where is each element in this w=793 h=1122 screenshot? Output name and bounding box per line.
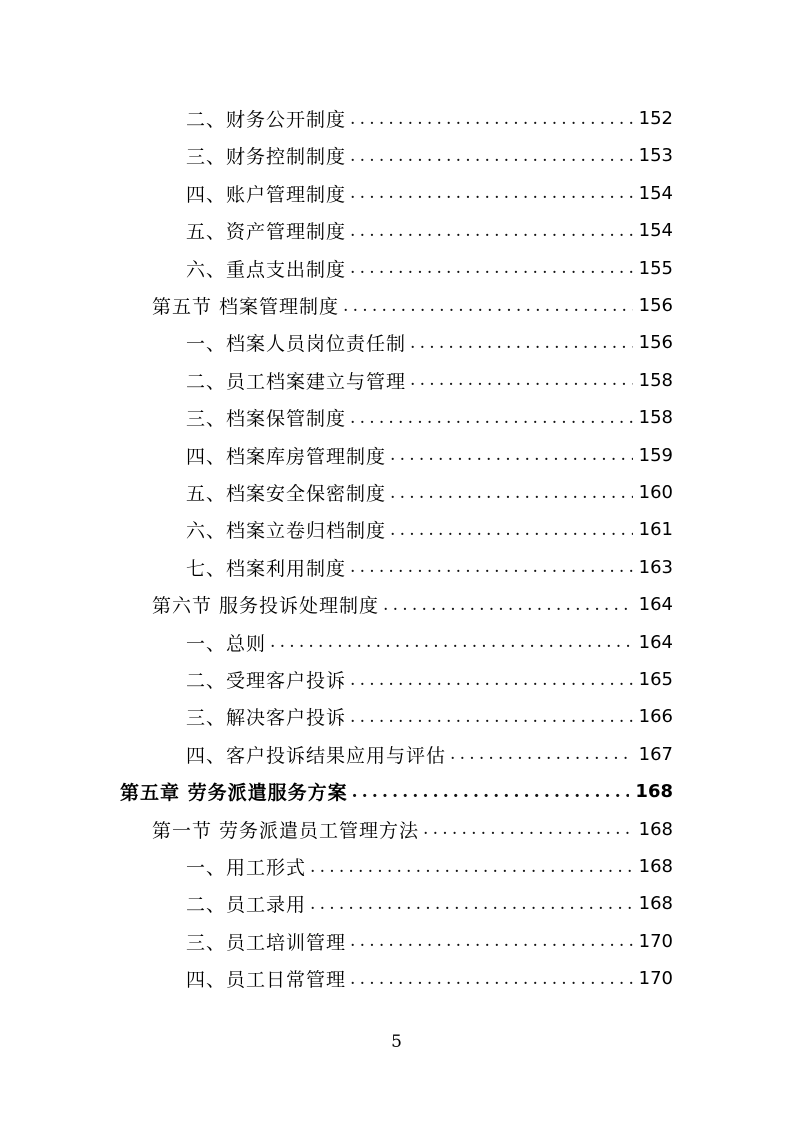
toc-leader-dots	[350, 408, 633, 428]
toc-leader-dots	[410, 333, 633, 353]
toc-leader-dots	[450, 744, 633, 764]
page-number: 5	[391, 1032, 402, 1052]
toc-entry-page: 164	[638, 594, 673, 616]
toc-entry-page: 167	[638, 743, 673, 765]
toc-leader-dots	[390, 483, 633, 503]
toc-entry-title: 一、用工形式	[186, 857, 307, 879]
toc-entry-title: 二、员工录用	[186, 894, 307, 917]
toc-entry[interactable]	[186, 698, 673, 735]
toc-entry[interactable]	[186, 885, 673, 922]
toc-entry[interactable]	[152, 287, 673, 324]
toc-leader-dots	[350, 931, 633, 951]
toc-entry-title: 第五节 档案管理制度	[152, 296, 340, 318]
toc-entry-page: 159	[638, 444, 673, 466]
toc-entry-title: 三、员工培训管理	[186, 931, 347, 954]
toc-entry-title: 三、解决客户投诉	[186, 707, 347, 730]
toc-entry-title: 一、档案人员岗位责任制	[186, 333, 407, 356]
toc-entry-page: 154	[638, 220, 673, 242]
toc-entry-title: 第五章 劳务派遣服务方案	[120, 782, 348, 805]
toc-entry-page: 155	[638, 257, 673, 279]
toc-entry[interactable]	[186, 848, 673, 885]
toc-leader-dots	[350, 183, 633, 203]
toc-entry-page: 170	[638, 930, 673, 952]
toc-leader-dots	[350, 146, 633, 166]
toc-entry-page: 158	[638, 369, 673, 391]
toc-leader-dots	[270, 632, 633, 652]
toc-leader-dots	[350, 109, 633, 129]
toc-entry-page: 158	[638, 407, 673, 429]
toc-entry-title: 四、员工日常管理	[186, 969, 347, 992]
toc-entry[interactable]	[186, 362, 673, 399]
toc-entry-page: 166	[638, 706, 673, 728]
toc-entry[interactable]	[186, 250, 673, 287]
toc-leader-dots	[350, 969, 633, 989]
toc-entry-title: 五、档案安全保密制度	[186, 483, 387, 505]
toc-entry[interactable]	[186, 399, 673, 436]
toc-leader-dots	[350, 557, 633, 577]
toc-entry-page: 168	[638, 818, 673, 840]
toc-entry-title: 五、资产管理制度	[186, 221, 347, 244]
toc-leader-dots	[423, 819, 633, 839]
toc-leader-dots	[350, 670, 633, 690]
toc-entry-page: 168	[638, 893, 673, 915]
toc-entry[interactable]	[152, 586, 673, 623]
toc-leader-dots	[390, 445, 633, 465]
toc-entry-page: 153	[638, 145, 673, 167]
toc-entry-title: 七、档案利用制度	[186, 557, 347, 580]
toc-entry-page: 168	[638, 856, 673, 877]
toc-entry[interactable]	[186, 923, 673, 960]
toc-entry[interactable]	[186, 137, 673, 174]
toc-leader-dots	[350, 221, 633, 241]
toc-entry[interactable]	[152, 811, 673, 848]
toc-entry-page: 163	[638, 556, 673, 578]
toc-leader-dots	[350, 707, 633, 727]
toc-entry-title: 六、重点支出制度	[186, 258, 347, 281]
toc-entry-title: 一、总则	[186, 632, 267, 655]
toc-entry[interactable]	[186, 212, 673, 249]
toc-entry[interactable]	[186, 175, 673, 212]
toc-entry[interactable]	[186, 736, 673, 773]
toc-entry-page: 168	[635, 781, 673, 803]
toc-entry-title: 四、客户投诉结果应用与评估	[186, 744, 447, 767]
toc-entry-title: 四、档案库房管理制度	[186, 445, 387, 468]
toc-entry-title: 三、档案保管制度	[186, 408, 347, 431]
toc-entry[interactable]	[186, 549, 673, 586]
toc-leader-dots	[350, 258, 633, 278]
toc-entry[interactable]	[186, 624, 673, 661]
toc-entry[interactable]	[186, 100, 673, 137]
toc-entry-page: 161	[638, 519, 673, 541]
toc-entry[interactable]	[186, 661, 673, 698]
toc-entry-page: 156	[638, 295, 673, 316]
toc-entry-title: 二、受理客户投诉	[186, 670, 347, 692]
toc-entry[interactable]	[186, 437, 673, 474]
toc-entry-title: 二、员工档案建立与管理	[186, 370, 407, 393]
toc-entry-page: 156	[638, 332, 673, 354]
toc-leader-dots	[383, 595, 633, 615]
toc-entry-title: 六、档案立卷归档制度	[186, 520, 387, 543]
toc-entry-title: 四、账户管理制度	[186, 183, 347, 206]
toc-leader-dots	[310, 894, 633, 914]
toc-entry[interactable]	[186, 960, 673, 997]
toc-entry-title: 第一节 劳务派遣员工管理方法	[152, 819, 420, 842]
toc-entry-title: 三、财务控制制度	[186, 146, 347, 169]
toc-entry-title: 第六节 服务投诉处理制度	[152, 595, 380, 618]
toc-leader-dots	[310, 857, 633, 877]
toc-entry[interactable]	[120, 773, 673, 810]
toc-entry[interactable]	[186, 474, 673, 511]
toc-entry-page: 154	[638, 182, 673, 204]
toc-leader-dots	[390, 520, 633, 540]
toc-leader-dots	[343, 296, 633, 316]
toc-leader-dots	[352, 782, 630, 802]
toc-entry[interactable]	[186, 324, 673, 361]
toc-leader-dots	[410, 370, 633, 390]
toc-entry-title: 二、财务公开制度	[186, 109, 347, 131]
toc-entry-page: 165	[638, 669, 673, 690]
toc-entry-page: 152	[638, 108, 673, 129]
toc-entry-page: 164	[638, 631, 673, 653]
toc-entry[interactable]	[186, 511, 673, 548]
toc-entry-page: 160	[638, 482, 673, 503]
toc-entry-page: 170	[638, 968, 673, 990]
